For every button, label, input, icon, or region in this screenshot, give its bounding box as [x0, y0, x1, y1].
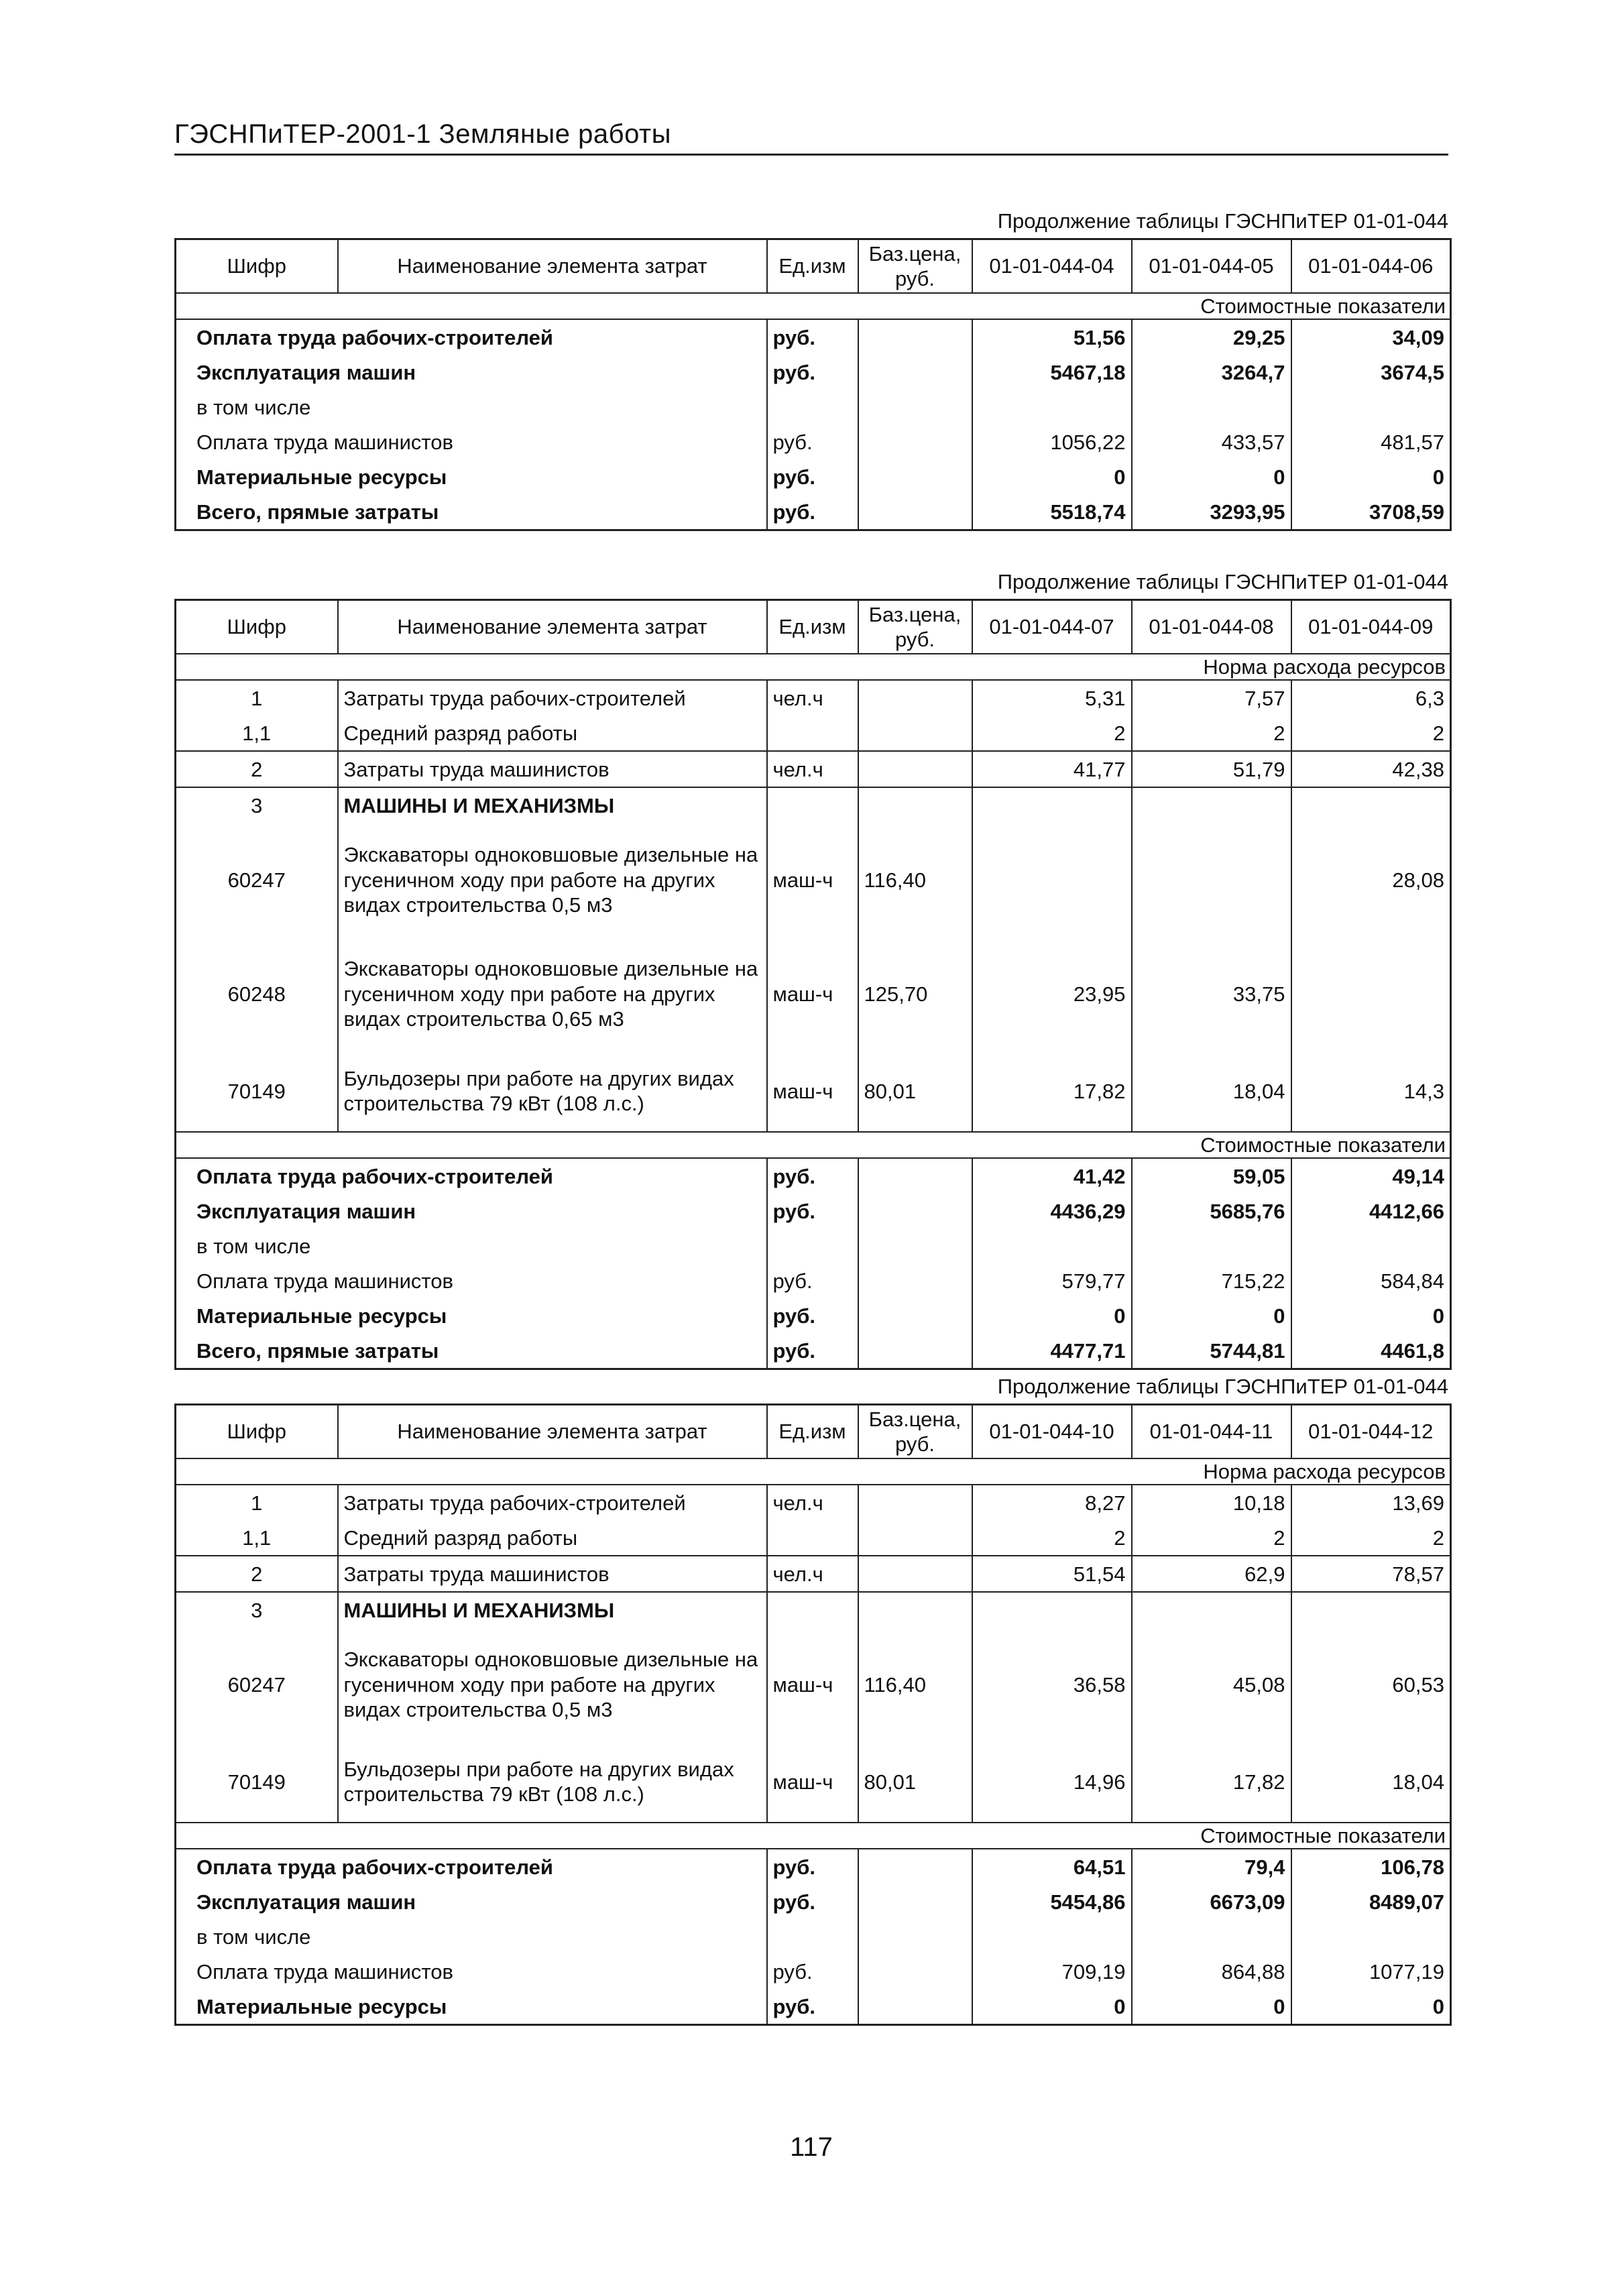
row-unit: руб. [767, 459, 858, 494]
col-header-price: Баз.цена, руб. [858, 600, 972, 654]
row-price [858, 1263, 972, 1298]
cost-rows [176, 1158, 1451, 1369]
row-price [858, 1158, 972, 1194]
machines-title: МАШИНЫ И МЕХАНИЗМЫ [338, 1592, 767, 1627]
row-code: 1,1 [176, 1520, 338, 1556]
row-code: 70149 [227, 1770, 286, 1794]
row-name: Материальные ресурсы [196, 465, 447, 489]
row-value: 0 [972, 1298, 1132, 1333]
row-value: 5,31 [972, 680, 1132, 715]
machines-title: МАШИНЫ И МЕХАНИЗМЫ [338, 787, 767, 823]
row-value: 2 [972, 715, 1132, 751]
machine-row [176, 1051, 1451, 1132]
row-price [858, 1849, 972, 1884]
row-name: Оплата труда машинистов [196, 430, 453, 454]
row-value: 6,3 [1291, 680, 1451, 715]
row-code: 60248 [227, 982, 286, 1006]
row-unit: руб. [767, 319, 858, 355]
row-unit: маш-ч [767, 937, 858, 1051]
machine-row [176, 1627, 1451, 1741]
row-value: 7,57 [1132, 680, 1291, 715]
row-value: 1077,19 [1291, 1954, 1451, 1989]
row-value: 41,77 [972, 751, 1132, 787]
cost-row [176, 1298, 1451, 1333]
col-header-code: Шифр [176, 1405, 338, 1459]
row-value: 0 [1132, 1989, 1291, 2025]
row-price: 80,01 [858, 1051, 972, 1132]
col-header-variant: 01-01-044-05 [1132, 239, 1291, 294]
row-value: 51,54 [972, 1556, 1132, 1592]
row-code: 70149 [227, 1079, 286, 1103]
row-value: 5467,18 [972, 355, 1132, 390]
row-value [972, 787, 1132, 823]
section-label: Норма расхода ресурсов [176, 1458, 1451, 1485]
labor-rows [176, 680, 1451, 787]
row-name: Бульдозеры при работе на других видах строительства 79 кВт (108 л.с.) [338, 1051, 767, 1132]
section-label: Норма расхода ресурсов [176, 654, 1451, 680]
cost-row [176, 1228, 1451, 1263]
row-value: 33,75 [1132, 937, 1291, 1051]
row-value: 0 [972, 459, 1132, 494]
row-price [858, 1556, 972, 1592]
row-value: 17,82 [1132, 1741, 1291, 1823]
row-value [1291, 937, 1451, 1051]
row-unit: руб. [767, 355, 858, 390]
row-name: Эксплуатация машин [196, 1199, 416, 1223]
row-price [858, 459, 972, 494]
row-value: 8489,07 [1291, 1884, 1451, 1919]
row-value: 0 [1291, 459, 1451, 494]
row-value [1132, 1919, 1291, 1954]
row-value: 433,57 [1132, 424, 1291, 459]
cost-row [176, 1158, 1451, 1194]
row-name: Бульдозеры при работе на других видах строительства 79 кВт (108 л.с.) [338, 1741, 767, 1823]
table-continuation-caption: Продолжение таблицы ГЭСНПиТЕР 01-01-044 [997, 1375, 1448, 1398]
section-row [176, 654, 1451, 680]
labor-row [176, 1485, 1451, 1520]
cost-row [176, 1263, 1451, 1298]
row-unit: руб. [767, 1263, 858, 1298]
row-value: 49,14 [1291, 1158, 1451, 1194]
row-value [1291, 1919, 1451, 1954]
row-value: 17,82 [972, 1051, 1132, 1132]
resource-table-1 [174, 238, 1452, 531]
table-header-row [176, 1405, 1451, 1459]
row-value: 709,19 [972, 1954, 1132, 1989]
machine-rows [176, 1592, 1451, 1823]
row-price [858, 1333, 972, 1369]
labor-row [176, 1556, 1451, 1592]
table-continuation-caption: Продолжение таблицы ГЭСНПиТЕР 01-01-044 [997, 570, 1448, 593]
row-name: Материальные ресурсы [196, 1304, 447, 1328]
row-name: Экскаваторы одноковшовые дизельные на гусеничном ходу при работе на других видах строительства 0,5 м3 [338, 823, 767, 937]
table-continuation-caption: Продолжение таблицы ГЭСНПиТЕР 01-01-044 [997, 209, 1448, 233]
row-value: 579,77 [972, 1263, 1132, 1298]
col-header-unit: Ед.изм [767, 239, 858, 294]
row-value: 584,84 [1291, 1263, 1451, 1298]
row-value: 18,04 [1132, 1051, 1291, 1132]
row-price [858, 1485, 972, 1520]
section-row [176, 1458, 1451, 1485]
row-code: 3 [251, 1598, 263, 1622]
row-price [858, 1989, 972, 2025]
machine-rows [176, 787, 1451, 1132]
col-header-variant: 01-01-044-04 [972, 239, 1132, 294]
row-value: 3674,5 [1291, 355, 1451, 390]
row-value: 45,08 [1132, 1627, 1291, 1741]
row-price [858, 751, 972, 787]
row-unit [767, 1919, 858, 1954]
row-value: 5685,76 [1132, 1194, 1291, 1228]
row-value [972, 1592, 1132, 1627]
page-number: 117 [790, 2132, 833, 2162]
row-value: 78,57 [1291, 1556, 1451, 1592]
row-value: 5454,86 [972, 1884, 1132, 1919]
row-value: 60,53 [1291, 1627, 1451, 1741]
row-price [858, 1919, 972, 1954]
row-code: 3 [251, 793, 263, 817]
resource-table-2 [174, 599, 1452, 1370]
row-price: 116,40 [858, 1627, 972, 1741]
row-value: 0 [1291, 1989, 1451, 2025]
row-price [858, 1884, 972, 1919]
page-header: ГЭСНПиТЕР-2001-1 Земляные работы [174, 119, 1448, 156]
cost-row [176, 390, 1451, 424]
table-header-row [176, 239, 1451, 294]
row-value [972, 823, 1132, 937]
cost-row [176, 1884, 1451, 1919]
row-price [858, 319, 972, 355]
row-value: 8,27 [972, 1485, 1132, 1520]
cost-row [176, 1954, 1451, 1989]
row-value: 28,08 [1291, 823, 1451, 937]
col-header-price: Баз.цена, руб. [858, 239, 972, 294]
labor-row [176, 1520, 1451, 1556]
row-code: 60247 [227, 868, 286, 892]
row-value: 42,38 [1291, 751, 1451, 787]
row-price [858, 1592, 972, 1627]
row-name: Оплата труда машинистов [196, 1269, 453, 1293]
row-price [858, 355, 972, 390]
section-label: Стоимостные показатели [176, 1132, 1451, 1158]
row-value: 62,9 [1132, 1556, 1291, 1592]
row-unit: чел.ч [767, 751, 858, 787]
section-row [176, 293, 1451, 319]
row-unit [767, 1592, 858, 1627]
row-name: Эксплуатация машин [196, 360, 416, 384]
row-price [858, 390, 972, 424]
row-code: 1 [251, 1491, 263, 1515]
row-value [1291, 1228, 1451, 1263]
row-name: Оплата труда рабочих-строителей [196, 325, 553, 349]
row-value: 34,09 [1291, 319, 1451, 355]
row-value: 5518,74 [972, 494, 1132, 530]
row-value: 36,58 [972, 1627, 1132, 1741]
row-name: Всего, прямые затраты [196, 500, 439, 524]
row-name: Средний разряд работы [338, 715, 767, 751]
row-unit: руб. [767, 1849, 858, 1884]
col-header-unit: Ед.изм [767, 1405, 858, 1459]
cost-row [176, 1919, 1451, 1954]
row-value: 51,79 [1132, 751, 1291, 787]
row-name: Всего, прямые затраты [196, 1338, 439, 1363]
row-value: 3264,7 [1132, 355, 1291, 390]
col-header-variant: 01-01-044-11 [1132, 1405, 1291, 1459]
row-value [972, 390, 1132, 424]
row-value: 10,18 [1132, 1485, 1291, 1520]
row-value: 79,4 [1132, 1849, 1291, 1884]
col-header-code: Шифр [176, 239, 338, 294]
row-unit: чел.ч [767, 1556, 858, 1592]
col-header-name: Наименование элемента затрат [338, 1405, 767, 1459]
row-name: Затраты труда машинистов [338, 1556, 767, 1592]
cost-row [176, 494, 1451, 530]
row-name: Затраты труда рабочих-строителей [338, 1485, 767, 1520]
col-header-variant: 01-01-044-08 [1132, 600, 1291, 654]
labor-row [176, 680, 1451, 715]
row-value: 59,05 [1132, 1158, 1291, 1194]
row-unit [767, 1228, 858, 1263]
row-value: 0 [1132, 459, 1291, 494]
row-value: 5744,81 [1132, 1333, 1291, 1369]
row-value: 0 [1132, 1298, 1291, 1333]
row-price: 125,70 [858, 937, 972, 1051]
row-unit: чел.ч [767, 1485, 858, 1520]
row-value: 4477,71 [972, 1333, 1132, 1369]
machine-row [176, 937, 1451, 1051]
row-unit: руб. [767, 424, 858, 459]
row-name: Оплата труда рабочих-строителей [196, 1855, 553, 1879]
row-name: Средний разряд работы [338, 1520, 767, 1556]
row-price [858, 1228, 972, 1263]
row-price: 80,01 [858, 1741, 972, 1823]
row-value: 4461,8 [1291, 1333, 1451, 1369]
cost-rows [176, 319, 1451, 530]
row-price [858, 787, 972, 823]
row-value: 23,95 [972, 937, 1132, 1051]
machines-section-row [176, 1592, 1451, 1627]
row-value: 6673,09 [1132, 1884, 1291, 1919]
resource-table-3 [174, 1403, 1452, 2026]
row-value: 29,25 [1132, 319, 1291, 355]
row-price [858, 494, 972, 530]
row-value: 106,78 [1291, 1849, 1451, 1884]
row-value: 4436,29 [972, 1194, 1132, 1228]
row-value: 2 [1291, 715, 1451, 751]
machine-row [176, 1741, 1451, 1823]
row-value: 2 [1291, 1520, 1451, 1556]
row-name: Затраты труда рабочих-строителей [338, 680, 767, 715]
row-code: 2 [176, 751, 338, 787]
row-unit: чел.ч [767, 680, 858, 715]
row-value [1132, 823, 1291, 937]
row-value: 864,88 [1132, 1954, 1291, 1989]
row-unit: руб. [767, 1884, 858, 1919]
row-unit: руб. [767, 1158, 858, 1194]
col-header-variant: 01-01-044-12 [1291, 1405, 1451, 1459]
labor-row [176, 751, 1451, 787]
row-value: 0 [1291, 1298, 1451, 1333]
section-row [176, 1823, 1451, 1849]
row-price [858, 1298, 972, 1333]
col-header-name: Наименование элемента затрат [338, 239, 767, 294]
labor-rows [176, 1485, 1451, 1592]
col-header-variant: 01-01-044-07 [972, 600, 1132, 654]
row-unit: маш-ч [767, 1741, 858, 1823]
row-name: в том числе [196, 395, 311, 419]
row-value: 481,57 [1291, 424, 1451, 459]
row-value: 2 [1132, 715, 1291, 751]
row-unit: руб. [767, 1333, 858, 1369]
row-unit: руб. [767, 1954, 858, 1989]
row-unit: руб. [767, 1194, 858, 1228]
row-value: 18,04 [1291, 1741, 1451, 1823]
row-unit [767, 1520, 858, 1556]
col-header-unit: Ед.изм [767, 600, 858, 654]
row-value: 51,56 [972, 319, 1132, 355]
row-value [1291, 390, 1451, 424]
row-value: 0 [972, 1989, 1132, 2025]
row-unit: маш-ч [767, 1051, 858, 1132]
row-value: 14,96 [972, 1741, 1132, 1823]
cost-rows [176, 1849, 1451, 2025]
section-label: Стоимостные показатели [176, 293, 1451, 319]
row-value [1132, 1228, 1291, 1263]
cost-row [176, 424, 1451, 459]
table-header-row [176, 600, 1451, 654]
cost-row [176, 355, 1451, 390]
row-value: 4412,66 [1291, 1194, 1451, 1228]
row-unit: руб. [767, 494, 858, 530]
row-name: Эксплуатация машин [196, 1890, 416, 1914]
row-price: 116,40 [858, 823, 972, 937]
section-row [176, 1132, 1451, 1158]
row-unit: руб. [767, 1298, 858, 1333]
row-value: 41,42 [972, 1158, 1132, 1194]
row-value: 1056,22 [972, 424, 1132, 459]
row-name: Экскаваторы одноковшовые дизельные на гусеничном ходу при работе на других видах строительства 0,5 м3 [338, 1627, 767, 1741]
col-header-variant: 01-01-044-09 [1291, 600, 1451, 654]
row-name: Экскаваторы одноковшовые дизельные на гусеничном ходу при работе на других видах строительства 0,65 м3 [338, 937, 767, 1051]
cost-row [176, 1194, 1451, 1228]
col-header-price: Баз.цена, руб. [858, 1405, 972, 1459]
row-code: 60247 [227, 1672, 286, 1697]
row-value: 2 [972, 1520, 1132, 1556]
row-name: в том числе [196, 1234, 311, 1258]
labor-row [176, 715, 1451, 751]
col-header-name: Наименование элемента затрат [338, 600, 767, 654]
row-unit [767, 787, 858, 823]
row-price [858, 680, 972, 715]
row-value: 64,51 [972, 1849, 1132, 1884]
section-label: Стоимостные показатели [176, 1823, 1451, 1849]
cost-row [176, 319, 1451, 355]
machines-section-row [176, 787, 1451, 823]
row-name: Оплата труда рабочих-строителей [196, 1164, 553, 1188]
row-name: Затраты труда машинистов [338, 751, 767, 787]
row-name: Оплата труда машинистов [196, 1959, 453, 1984]
row-unit: маш-ч [767, 1627, 858, 1741]
row-value: 2 [1132, 1520, 1291, 1556]
cost-row [176, 459, 1451, 494]
row-value: 715,22 [1132, 1263, 1291, 1298]
row-value [972, 1919, 1132, 1954]
row-price [858, 1520, 972, 1556]
row-price [858, 715, 972, 751]
cost-row [176, 1989, 1451, 2025]
row-name: Материальные ресурсы [196, 1994, 447, 2018]
row-value: 14,3 [1291, 1051, 1451, 1132]
cost-row [176, 1333, 1451, 1369]
row-unit [767, 715, 858, 751]
row-value [1132, 787, 1291, 823]
col-header-variant: 01-01-044-10 [972, 1405, 1132, 1459]
row-value [1291, 787, 1451, 823]
row-code: 1 [251, 686, 263, 710]
col-header-variant: 01-01-044-06 [1291, 239, 1451, 294]
row-price [858, 1954, 972, 1989]
row-value: 3293,95 [1132, 494, 1291, 530]
col-header-code: Шифр [176, 600, 338, 654]
cost-row [176, 1849, 1451, 1884]
row-unit: руб. [767, 1989, 858, 2025]
row-code: 1,1 [176, 715, 338, 751]
row-value [1291, 1592, 1451, 1627]
row-code: 2 [176, 1556, 338, 1592]
row-price [858, 424, 972, 459]
row-name: в том числе [196, 1925, 311, 1949]
row-value [1132, 390, 1291, 424]
row-value: 13,69 [1291, 1485, 1451, 1520]
row-price [858, 1194, 972, 1228]
row-value: 3708,59 [1291, 494, 1451, 530]
machine-row [176, 823, 1451, 937]
row-unit: маш-ч [767, 823, 858, 937]
row-unit [767, 390, 858, 424]
row-value [972, 1228, 1132, 1263]
row-value [1132, 1592, 1291, 1627]
